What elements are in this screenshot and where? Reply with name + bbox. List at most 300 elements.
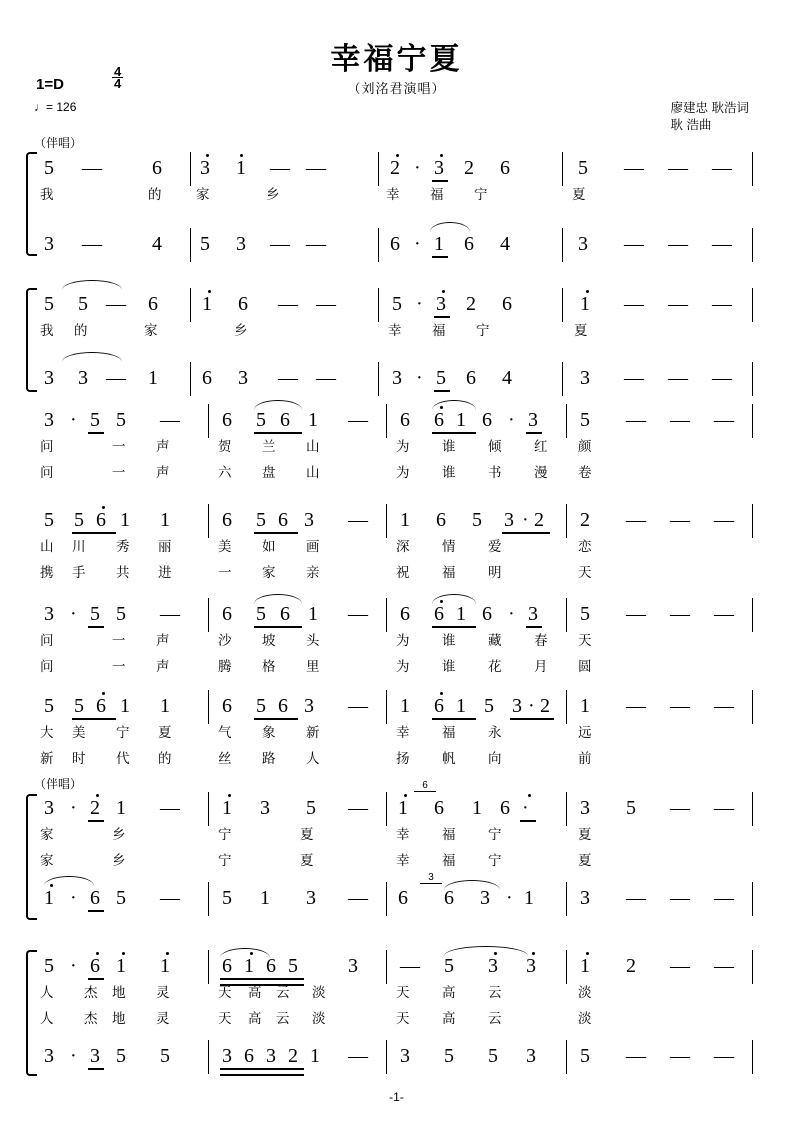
note: · xyxy=(414,157,421,179)
note: 1 xyxy=(308,603,318,625)
lyric: 天 xyxy=(396,1011,410,1026)
slur xyxy=(254,594,302,604)
lyric: 美 xyxy=(218,539,232,554)
barline xyxy=(386,598,387,632)
note: 4 xyxy=(152,233,162,255)
note: 5 xyxy=(488,1045,498,1067)
lyric: 淡 xyxy=(312,1011,326,1026)
lyric: 六 xyxy=(218,465,232,480)
note: 6 xyxy=(222,603,232,625)
lyric: 杰 xyxy=(84,1011,98,1026)
lyric: 倾 xyxy=(488,439,502,454)
note: 1 xyxy=(580,293,590,315)
slur xyxy=(430,222,470,232)
barline xyxy=(208,690,209,724)
note: 5 xyxy=(578,157,588,179)
note: 5 xyxy=(116,603,126,625)
slur xyxy=(254,400,302,410)
note: 5 xyxy=(116,1045,126,1067)
note: 6 xyxy=(398,887,408,909)
credit-lyricist: 廖建忠 耿浩词 xyxy=(670,101,749,115)
note: — xyxy=(348,409,368,431)
lyric: 福 xyxy=(430,187,444,202)
lyric: 为 xyxy=(396,659,410,674)
note: — xyxy=(624,233,644,255)
note: — xyxy=(668,233,688,255)
lyric: 淡 xyxy=(578,1011,592,1026)
note: — xyxy=(270,157,290,179)
lyric: 的 xyxy=(158,751,172,766)
lyric: 山 xyxy=(40,539,54,554)
credit-composer: 耿 浩曲 xyxy=(670,118,712,132)
note: — xyxy=(670,955,690,977)
lyric: 向 xyxy=(488,751,502,766)
note: 3 xyxy=(44,367,54,389)
note: 1 xyxy=(116,955,126,977)
lyric: 花 xyxy=(488,659,502,674)
lyric: 一 xyxy=(112,465,126,480)
note: 5 xyxy=(288,955,298,977)
beam xyxy=(526,626,542,628)
lyric: 乡 xyxy=(112,853,126,868)
lyric: 祝 xyxy=(396,565,410,580)
note: 6 xyxy=(222,695,232,717)
note: 6 xyxy=(444,887,454,909)
lyric: 声 xyxy=(156,465,170,480)
note: 6 xyxy=(222,955,232,977)
note: 6 xyxy=(280,409,290,431)
note: · xyxy=(70,603,77,625)
note: 6 xyxy=(90,955,100,977)
note: — xyxy=(670,695,690,717)
note: — xyxy=(306,233,326,255)
barline xyxy=(752,228,753,262)
note: — xyxy=(670,887,690,909)
note: 1 xyxy=(160,509,170,531)
note: 1 xyxy=(580,955,590,977)
note: 6 xyxy=(434,603,444,625)
note: 5 xyxy=(256,603,266,625)
lyric: 谁 xyxy=(442,465,456,480)
lyric: 灵 xyxy=(156,1011,170,1026)
lyric: 卷 xyxy=(578,465,592,480)
lyric: 扬 xyxy=(396,751,410,766)
note: 3 xyxy=(90,1045,100,1067)
note: — xyxy=(626,695,646,717)
lyric: 声 xyxy=(156,633,170,648)
note: 4 xyxy=(500,233,510,255)
lyric: 宁 xyxy=(218,853,232,868)
lyric: 帆 xyxy=(442,751,456,766)
note: — xyxy=(714,1045,734,1067)
note: · xyxy=(508,603,515,625)
beam xyxy=(88,910,104,912)
note: 6 xyxy=(202,367,212,389)
lyric: 谁 xyxy=(442,659,456,674)
note: — xyxy=(82,233,102,255)
note: 1 xyxy=(398,797,408,819)
note: — xyxy=(712,157,732,179)
lyric: 春 xyxy=(534,633,548,648)
note: 5 xyxy=(78,293,88,315)
beam xyxy=(88,1068,104,1070)
note: 5 xyxy=(90,409,100,431)
lyric: 明 xyxy=(488,565,502,580)
lyric: 谁 xyxy=(442,633,456,648)
lyric: 问 xyxy=(40,659,54,674)
note: — xyxy=(714,695,734,717)
note: 5 xyxy=(222,887,232,909)
lyric: 秀 xyxy=(116,539,130,554)
lyric: 幸 xyxy=(386,187,400,202)
accompaniment-label-1: （伴唱） xyxy=(34,136,83,150)
note: — xyxy=(400,955,420,977)
lyric: 远 xyxy=(578,725,592,740)
note: 3 xyxy=(304,695,314,717)
note: 1 xyxy=(120,695,130,717)
note: 5 xyxy=(472,509,482,531)
note: 1 xyxy=(44,887,54,909)
lyric: 山 xyxy=(306,465,320,480)
lyric: 夏 xyxy=(578,827,592,842)
note: 1 xyxy=(148,367,158,389)
note: 3 xyxy=(222,1045,232,1067)
lyric: 漫 xyxy=(534,465,548,480)
note: 5 xyxy=(44,509,54,531)
lyric: 云 xyxy=(488,1011,502,1026)
note: 5 xyxy=(116,409,126,431)
barline xyxy=(208,598,209,632)
note: — xyxy=(626,509,646,531)
note: 5 xyxy=(74,509,84,531)
note: · xyxy=(528,695,535,717)
lyric: 爱 xyxy=(488,539,502,554)
note: — xyxy=(670,603,690,625)
page-title: 幸福宁夏 xyxy=(330,43,463,76)
lyric: 为 xyxy=(396,633,410,648)
note: 1 xyxy=(308,409,318,431)
lyric: 宁 xyxy=(474,187,488,202)
slur xyxy=(62,280,122,290)
note: 3 xyxy=(260,797,270,819)
lyric: 的 xyxy=(148,187,162,202)
note: — xyxy=(714,509,734,531)
lyric: 川 xyxy=(72,539,86,554)
note: · xyxy=(522,797,529,819)
note: 1 xyxy=(310,1045,320,1067)
lyric: 格 xyxy=(262,659,276,674)
slur xyxy=(432,594,476,604)
note: 3 xyxy=(44,603,54,625)
lyric: 永 xyxy=(488,725,502,740)
lyric: 福 xyxy=(442,565,456,580)
lyric: 天 xyxy=(218,1011,232,1026)
note: 3 xyxy=(238,367,248,389)
beam xyxy=(434,390,450,392)
note: 3 xyxy=(526,955,536,977)
lyric: 乡 xyxy=(266,187,280,202)
note: 1 xyxy=(116,797,126,819)
note: 6 xyxy=(238,293,248,315)
note: 3 xyxy=(44,1045,54,1067)
lyric: 手 xyxy=(72,565,86,580)
lyric: 新 xyxy=(40,751,54,766)
lyric: 淡 xyxy=(578,985,592,1000)
note: 3 xyxy=(580,367,590,389)
page-subtitle: （刘洺君演唱） xyxy=(347,81,446,96)
lyric: 一 xyxy=(112,439,126,454)
note: 6 xyxy=(280,603,290,625)
lyric: 夏 xyxy=(574,323,588,338)
lyric: 一 xyxy=(218,565,232,580)
note: — xyxy=(106,367,126,389)
lyric: 宁 xyxy=(476,323,490,338)
lyric: 坡 xyxy=(262,633,276,648)
barline xyxy=(190,362,191,396)
beam xyxy=(502,532,550,534)
barline xyxy=(208,1040,209,1074)
lyric: 头 xyxy=(306,633,320,648)
note: 3 xyxy=(236,233,246,255)
beam xyxy=(254,532,298,534)
lyric: 谁 xyxy=(442,439,456,454)
note: · xyxy=(416,367,423,389)
lyric: 乡 xyxy=(234,323,248,338)
lyric: 山 xyxy=(306,439,320,454)
note: 6 xyxy=(222,409,232,431)
note: — xyxy=(316,367,336,389)
barline xyxy=(562,228,563,262)
note: — xyxy=(624,293,644,315)
note: — xyxy=(160,797,180,819)
note: — xyxy=(714,797,734,819)
lyric: 家 xyxy=(40,827,54,842)
lyric: 福 xyxy=(442,725,456,740)
note: 3 xyxy=(400,1045,410,1067)
ornament-number: 6 xyxy=(414,780,436,792)
note: 3 xyxy=(488,955,498,977)
lyric: 幸 xyxy=(396,853,410,868)
note: 5 xyxy=(580,1045,590,1067)
note: 6 xyxy=(90,887,100,909)
barline xyxy=(566,690,567,724)
note: 2 xyxy=(540,695,550,717)
note: 5 xyxy=(74,695,84,717)
beam xyxy=(72,532,116,534)
note: 6 xyxy=(278,509,288,531)
beam xyxy=(432,626,476,628)
note: · xyxy=(70,887,77,909)
system-brace xyxy=(26,152,37,256)
lyric: 携 xyxy=(40,565,54,580)
barline xyxy=(566,950,567,984)
lyric: 福 xyxy=(432,323,446,338)
lyric: 宁 xyxy=(218,827,232,842)
note: 5 xyxy=(392,293,402,315)
note: 1 xyxy=(524,887,534,909)
note: 1 xyxy=(160,955,170,977)
lyric: 颜 xyxy=(578,439,592,454)
note: 3 xyxy=(580,797,590,819)
note: — xyxy=(348,1045,368,1067)
note: — xyxy=(278,367,298,389)
barline xyxy=(566,792,567,826)
note: — xyxy=(278,293,298,315)
note: 3 xyxy=(200,157,210,179)
lyric: 象 xyxy=(262,725,276,740)
lyric: 家 xyxy=(196,187,210,202)
lyric: 进 xyxy=(158,565,172,580)
beam xyxy=(88,432,104,434)
note: 6 xyxy=(464,233,474,255)
note: 5 xyxy=(444,955,454,977)
note: 3 xyxy=(44,233,54,255)
barline xyxy=(566,1040,567,1074)
beam xyxy=(254,626,302,628)
note: 3 xyxy=(504,509,514,531)
system-brace xyxy=(26,794,37,920)
lyric: 夏 xyxy=(300,853,314,868)
lyric: 夏 xyxy=(300,827,314,842)
note: 2 xyxy=(626,955,636,977)
lyric: 我 xyxy=(40,323,54,338)
slur xyxy=(220,948,270,958)
lyric: 宁 xyxy=(488,827,502,842)
lyric: 大 xyxy=(40,725,54,740)
barline xyxy=(386,504,387,538)
note: · xyxy=(70,409,77,431)
note: 6 xyxy=(434,797,444,819)
note: — xyxy=(160,409,180,431)
lyric: 贺 xyxy=(218,439,232,454)
note: — xyxy=(712,367,732,389)
barline xyxy=(752,362,753,396)
beam xyxy=(88,978,104,980)
note: 6 xyxy=(244,1045,254,1067)
note: — xyxy=(626,1045,646,1067)
lyric: 家 xyxy=(40,853,54,868)
beam xyxy=(432,718,476,720)
lyric: 丝 xyxy=(218,751,232,766)
note: — xyxy=(668,293,688,315)
note: 6 xyxy=(400,603,410,625)
note: — xyxy=(668,157,688,179)
note: 1 xyxy=(120,509,130,531)
beam xyxy=(254,432,302,434)
lyric: 画 xyxy=(306,539,320,554)
note: 3 xyxy=(480,887,490,909)
barline xyxy=(566,882,567,916)
lyric: 福 xyxy=(442,827,456,842)
note: · xyxy=(70,1045,77,1067)
barline xyxy=(752,288,753,322)
note: 5 xyxy=(90,603,100,625)
lyric: 幸 xyxy=(388,323,402,338)
barline xyxy=(378,362,379,396)
lyric: 恋 xyxy=(578,539,592,554)
lyric: 情 xyxy=(442,539,456,554)
note: 1 xyxy=(472,797,482,819)
note: 1 xyxy=(400,695,410,717)
lyric: 共 xyxy=(116,565,130,580)
note: 5 xyxy=(484,695,494,717)
lyric: 云 xyxy=(276,985,290,1000)
note: 5 xyxy=(44,157,54,179)
lyric: 人 xyxy=(306,751,320,766)
note: 3 xyxy=(528,409,538,431)
beam xyxy=(88,820,104,822)
note: 5 xyxy=(44,955,54,977)
beam xyxy=(220,1068,304,1070)
beam xyxy=(220,978,304,980)
note: 6 xyxy=(96,695,106,717)
lyric: 高 xyxy=(442,985,456,1000)
note: 1 xyxy=(580,695,590,717)
note: 6 xyxy=(466,367,476,389)
note: 6 xyxy=(390,233,400,255)
note: 6 xyxy=(152,157,162,179)
barline xyxy=(566,404,567,438)
lyric: 腾 xyxy=(218,659,232,674)
note: · xyxy=(508,409,515,431)
lyric: 沙 xyxy=(218,633,232,648)
barline xyxy=(190,228,191,262)
note: 6 xyxy=(482,603,492,625)
beam xyxy=(526,432,542,434)
note: · xyxy=(416,293,423,315)
lyric: 美 xyxy=(72,725,86,740)
lyric: 家 xyxy=(144,323,158,338)
note: 5 xyxy=(44,293,54,315)
note: 5 xyxy=(256,695,266,717)
lyric: 盘 xyxy=(262,465,276,480)
lyric: 云 xyxy=(488,985,502,1000)
note: — xyxy=(626,887,646,909)
note: 1 xyxy=(160,695,170,717)
note: — xyxy=(670,1045,690,1067)
note: 2 xyxy=(90,797,100,819)
barline xyxy=(752,598,753,632)
note: 5 xyxy=(256,509,266,531)
note: — xyxy=(714,603,734,625)
note: 1 xyxy=(202,293,212,315)
note: 4 xyxy=(502,367,512,389)
note: 2 xyxy=(288,1045,298,1067)
note: 6 xyxy=(148,293,158,315)
barline xyxy=(562,288,563,322)
note: 5 xyxy=(444,1045,454,1067)
note: 3 xyxy=(304,509,314,531)
note: 6 xyxy=(96,509,106,531)
note: 3 xyxy=(392,367,402,389)
barline xyxy=(378,228,379,262)
note: 3 xyxy=(44,797,54,819)
note: 5 xyxy=(580,409,590,431)
barline xyxy=(386,792,387,826)
lyric: 宁 xyxy=(116,725,130,740)
slur xyxy=(432,400,476,410)
lyric: 问 xyxy=(40,465,54,480)
lyric: 问 xyxy=(40,439,54,454)
note: 1 xyxy=(456,695,466,717)
slur xyxy=(444,946,528,956)
note: 3 xyxy=(580,887,590,909)
lyric: 声 xyxy=(156,659,170,674)
note: 5 xyxy=(626,797,636,819)
lyric: 新 xyxy=(306,725,320,740)
beam xyxy=(72,718,116,720)
note: 6 xyxy=(500,157,510,179)
